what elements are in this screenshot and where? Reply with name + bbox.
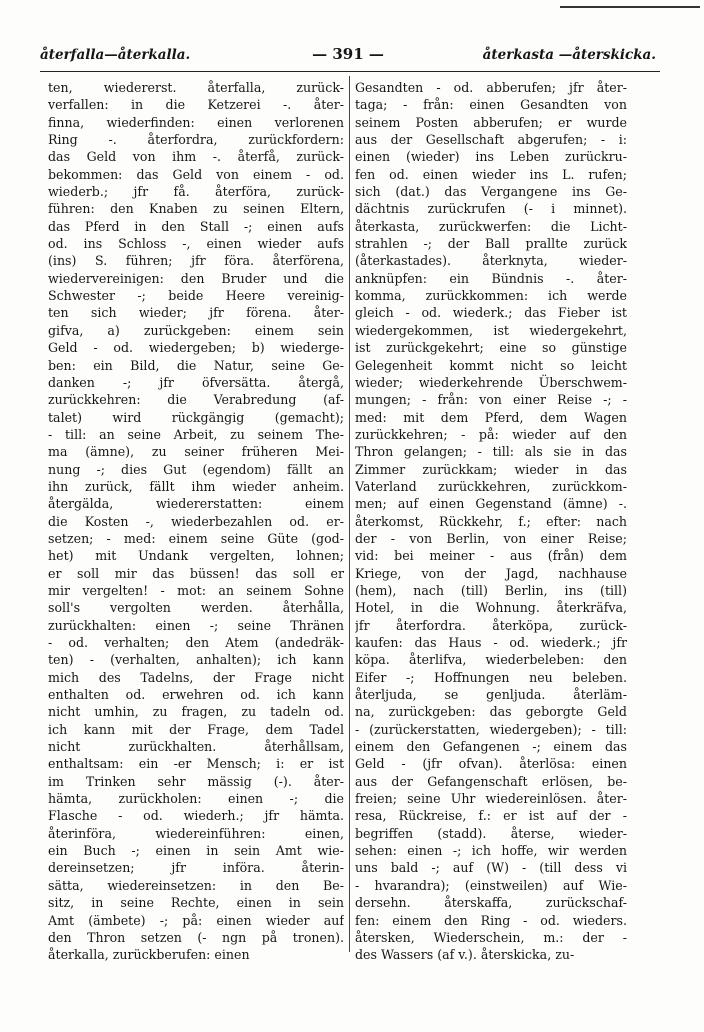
text-line: återkalla, zurückberufen: einen [48, 947, 250, 963]
text-line: (ins) S. führen; jfr föra. återförena, [48, 253, 344, 269]
text-line: vid: bei meiner - aus (från) dem [355, 548, 627, 564]
text-line: Schwester -; beide Heere vereinig- [48, 288, 344, 304]
text-line: men; auf einen Gegenstand (ämne) -. [355, 496, 627, 512]
text-line: resa, Rückreise, f.: er ist auf der - [355, 808, 627, 824]
text-line: ist zurückgekehrt; eine so günstige [355, 340, 627, 356]
text-line: Eifer -; Hoffnungen neu beleben. [355, 669, 627, 685]
text-line: Gelegenheit kommt nicht so leicht [355, 357, 627, 373]
text-line: setzen; - med: einem seine Güte (god- [48, 530, 344, 546]
text-line: återsken, Wiederschein, m.: der - [355, 929, 627, 945]
page-header [40, 47, 656, 69]
text-line: sitz, in seine Rechte, einen in sein [48, 895, 344, 911]
text-line: Amt (ämbete) -; på: einen wieder auf [48, 912, 344, 928]
text-line: mich des Tadelns, der Frage nicht [48, 669, 344, 685]
header-rule [40, 71, 660, 72]
text-line: od. ins Schloss -, einen wieder aufs [48, 236, 344, 252]
text-line: gleich - od. wiederk.; das Fieber ist [355, 305, 627, 321]
text-line: soll's vergolten werden. återhålla, [48, 600, 344, 616]
text-line: dereinsetzen; jfr införa. återin- [48, 860, 344, 876]
text-line: dersehn. återskaffa, zurückschaf- [355, 895, 627, 911]
column-divider [349, 76, 350, 952]
text-line: einen (wieder) ins Leben zurückru- [355, 149, 627, 165]
left-column [48, 79, 344, 964]
text-line: sehen: einen -; ich hoffe, wir werden [355, 843, 627, 859]
text-line: sätta, wiedereinsetzen: in den Be- [48, 877, 344, 893]
text-line: wiederb.; jfr få. återföra, zurück- [48, 184, 344, 200]
text-line: finna, wiederfinden: einen verlorenen [48, 114, 344, 130]
text-line: er soll mir das büssen! das soll er [48, 565, 344, 581]
text-line: jfr återfordra. återköpa, zurück- [355, 617, 627, 633]
text-line: Ring -. återfordra, zurückfordern: [48, 132, 344, 148]
text-line: gifva, a) zurückgeben: einem sein [48, 322, 344, 338]
text-line: - (zurückerstatten, wiedergeben); - till: [355, 721, 627, 737]
header-right-guide-word: återkasta —återskicka. [482, 47, 656, 63]
text-line: dächtnis zurückrufen (- i minnet). [355, 201, 627, 217]
text-line: anknüpfen: ein Bündnis -. åter- [355, 270, 627, 286]
page-number: — 391 — [312, 45, 384, 63]
text-line: ten sich wieder; jfr förena. åter- [48, 305, 344, 321]
text-line: ich kann mit der Frage, dem Tadel [48, 721, 344, 737]
text-line: Thron gelangen; - till: als sie in das [355, 444, 627, 460]
text-line: köpa. återlifva, wiederbeleben: den [355, 652, 627, 668]
text-line: Geld - (jfr ofvan). återlösa: einen [355, 756, 627, 772]
text-line: återgälda, wiedererstatten: einem [48, 496, 344, 512]
text-line: med: mit dem Pferd, dem Wagen [355, 409, 627, 425]
text-line: ihn zurück, fällt ihm wieder anheim. [48, 478, 344, 494]
text-line: wiedervereinigen: den Bruder und die [48, 270, 344, 286]
text-line: verfallen: in die Ketzerei -. åter- [48, 97, 344, 113]
text-line: nicht umhin, zu fragen, zu tadeln od. [48, 704, 344, 720]
text-line: Vaterland zurückkehren, zurückkom- [355, 478, 627, 494]
text-line: strahlen -; der Ball prallte zurück [355, 236, 627, 252]
text-line: (hem), nach (till) Berlin, ins (till) [355, 582, 627, 598]
text-line: taga; - från: einen Gesandten von [355, 97, 627, 113]
text-line: zurückhalten: einen -; seine Thränen [48, 617, 344, 633]
text-line: ten) - (verhalten, anhalten); ich kann [48, 652, 344, 668]
text-line: Kriege, von der Jagd, nachhause [355, 565, 627, 581]
text-line: mungen; - från: von einer Reise -; - [355, 392, 627, 408]
text-line: (återkastades). återknyta, wieder- [355, 253, 627, 269]
text-line: - od. verhalten; den Atem (andedräk- [48, 635, 344, 650]
text-line: komma, zurückkommen: ich werde [355, 288, 627, 304]
text-line: aus der Gefangenschaft erlösen, be- [355, 773, 627, 789]
text-line: den Thron setzen (- ngn på tronen). [48, 929, 344, 945]
text-line: nung -; dies Gut (egendom) fällt an [48, 461, 344, 477]
text-line: bekommen: das Geld von einem - od. [48, 166, 344, 182]
text-line: uns bald -; auf (W) - (till dess vi [355, 860, 627, 876]
text-line: återkomst, Rückkehr, f.; efter: nach [355, 513, 627, 529]
text-line: hämta, zurückholen: einen -; die [48, 791, 344, 807]
text-line: återljuda, se genljuda. återläm- [355, 687, 627, 703]
text-line: ten, wiedererst. återfalla, zurück- [48, 80, 344, 95]
text-line: fen: einem den Ring - od. wieders. [355, 912, 627, 928]
text-line: einem den Gefangenen -; einem das [355, 739, 627, 755]
text-line: - hvarandra); (einstweilen) auf Wie- [355, 877, 627, 893]
text-line: das Geld von ihm -. återfå, zurück- [48, 149, 344, 165]
text-line: seinem Posten abberufen; er wurde [355, 114, 627, 130]
text-line: ein Buch -; einen in sein Amt wie- [48, 843, 344, 859]
text-line: das Pferd in den Stall -; einen aufs [48, 218, 344, 234]
text-line: zurückkehren: die Verabredung (af- [48, 392, 344, 408]
text-line: het) mit Undank vergelten, lohnen; [48, 548, 344, 564]
text-line: ma (ämne), zu seiner früheren Mei- [48, 444, 344, 460]
text-line: begriffen (stadd). återse, wieder- [355, 825, 627, 841]
header-left-guide-word: återfalla—återkalla. [40, 47, 191, 63]
text-line: kaufen: das Haus - od. wiederk.; jfr [355, 635, 627, 650]
right-column [355, 79, 627, 964]
text-line: führen: den Knaben zu seinen Eltern, [48, 201, 344, 217]
text-line: zurückkehren; - på: wieder auf den [355, 426, 627, 442]
text-line: danken -; jfr öfversätta. återgå, [48, 374, 344, 390]
text-line: na, zurückgeben: das geborgte Geld [355, 704, 627, 720]
text-line: enthaltsam: ein -er Mensch; i: er ist [48, 756, 344, 772]
text-line: wiedergekommen, ist wiedergekehrt, [355, 322, 627, 338]
text-line: mir vergelten! - mot: an seinem Sohne [48, 582, 344, 598]
text-line: der - von Berlin, von einer Reise; [355, 530, 627, 546]
text-line: - till: an seine Arbeit, zu seinem The- [48, 426, 344, 442]
text-line: Gesandten - od. abberufen; jfr åter- [355, 80, 627, 95]
text-line: im Trinken sehr mässig (-). åter- [48, 773, 344, 789]
text-line: återkasta, zurückwerfen: die Licht- [355, 218, 627, 234]
text-line: talet) wird rückgängig (gemacht); [48, 409, 344, 425]
text-line: sich (dat.) das Vergangene ins Ge- [355, 184, 627, 200]
text-line: ben: ein Bild, die Natur, seine Ge- [48, 357, 344, 373]
text-line: Zimmer zurückkam; wieder in das [355, 461, 627, 477]
text-line: nicht zurückhalten. återhållsam, [48, 739, 344, 755]
text-line: Flasche - od. wiederh.; jfr hämta. [48, 808, 344, 824]
text-line: fen od. einen wieder ins L. rufen; [355, 166, 627, 182]
text-line: Geld - od. wiedergeben; b) wiederge- [48, 340, 344, 356]
text-line: återinföra, wiedereinführen: einen, [48, 825, 344, 841]
text-line: freien; seine Uhr wiedereinlösen. åter- [355, 791, 627, 807]
text-line: enthalten od. erwehren od. ich kann [48, 687, 344, 703]
text-line: des Wassers (af v.). återskicka, zu- [355, 947, 575, 963]
text-line: aus der Gesellschaft abgerufen; - i: [355, 132, 627, 148]
text-line: die Kosten -, wiederbezahlen od. er- [48, 513, 344, 529]
text-line: wieder; wiederkehrende Überschwem- [355, 374, 627, 390]
top-edge-rule [560, 6, 700, 8]
text-line: Hotel, in die Wohnung. återkräfva, [355, 600, 627, 616]
